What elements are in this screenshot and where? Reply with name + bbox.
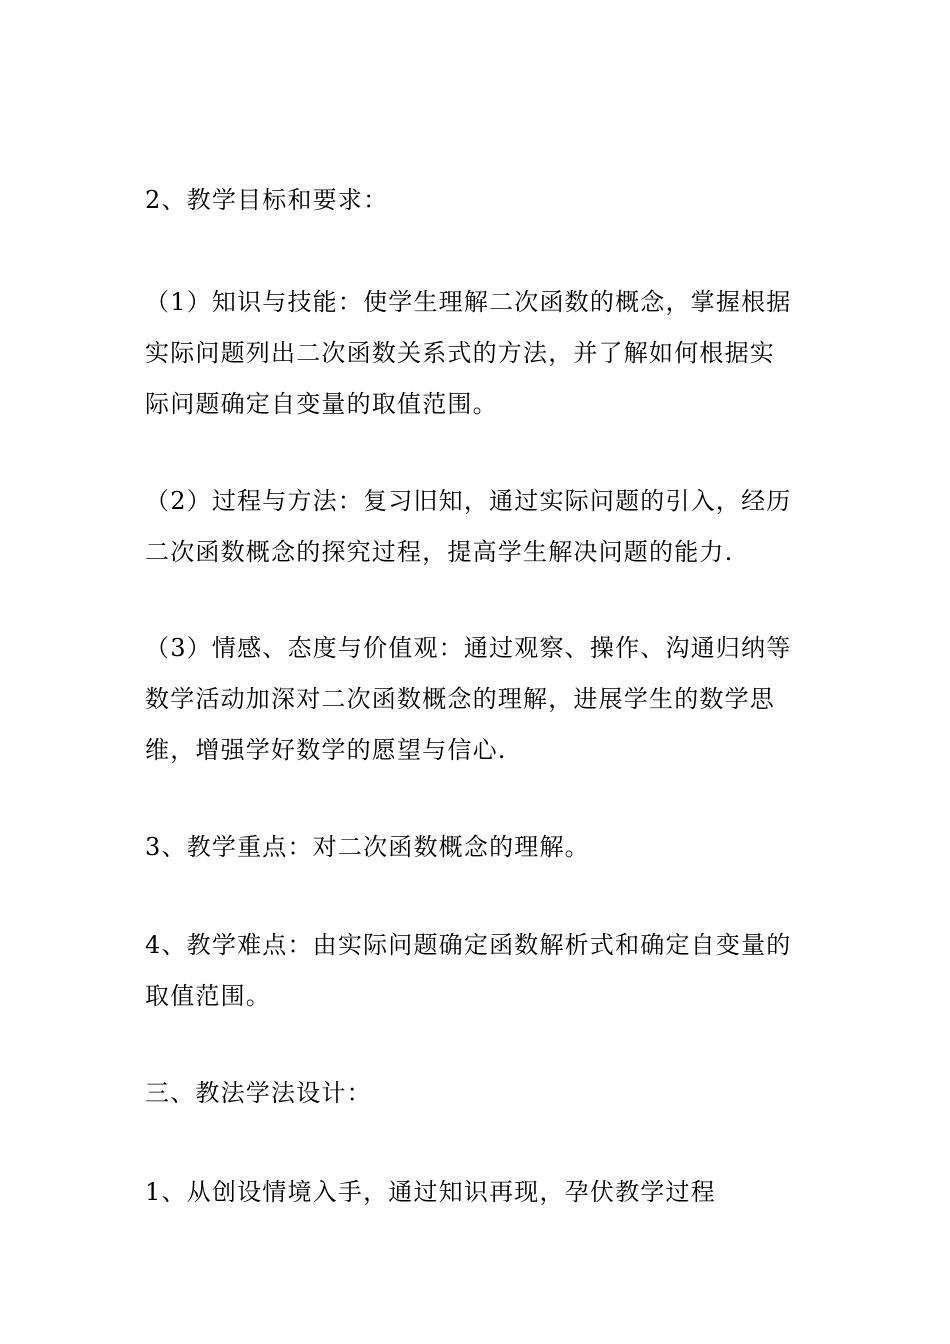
paragraph-difficulties (145, 920, 810, 1022)
text-line: 三、教法学法设计： (145, 1079, 372, 1107)
text-line: 数学活动加深对二次函数概念的理解，进展学生的数学思 (145, 685, 775, 713)
section-heading-teaching-design (145, 1068, 810, 1119)
text-line: （2）过程与方法：复习旧知，通过实际问题的引入，经历 (145, 487, 792, 515)
text-line: （3）情感、态度与价值观：通过观察、操作、沟通归纳等 (145, 634, 792, 662)
text-line: 1、从创设情境入手，通过知识再现，孕伏教学过程 (145, 1178, 716, 1206)
paragraph-attitude-values (145, 623, 810, 776)
section-heading-key-points (145, 822, 810, 873)
paragraph-knowledge-skills (145, 277, 810, 430)
text-line: （1）知识与技能：使学生理解二次函数的概念，掌握根据 (145, 288, 792, 316)
text-line: 2、教学目标和要求： (145, 186, 389, 214)
text-line: 3、教学重点：对二次函数概念的理解。 (145, 833, 590, 861)
text-line: 4、教学难点：由实际问题确定函数解析式和确定自变量的 (145, 931, 792, 959)
text-line: 际问题确定自变量的取值范围。 (145, 390, 498, 418)
text-line: 取值范围。 (145, 982, 271, 1010)
paragraph-process-method (145, 476, 810, 578)
text-line: 维，增强学好数学的愿望与信心. (145, 736, 507, 764)
text-line: 二次函数概念的探究过程，提高学生解决问题的能力. (145, 538, 734, 566)
text-line: 实际问题列出二次函数关系式的方法，并了解如何根据实 (145, 339, 775, 367)
section-heading-objectives (145, 175, 810, 226)
paragraph-design-item-1 (145, 1167, 810, 1218)
